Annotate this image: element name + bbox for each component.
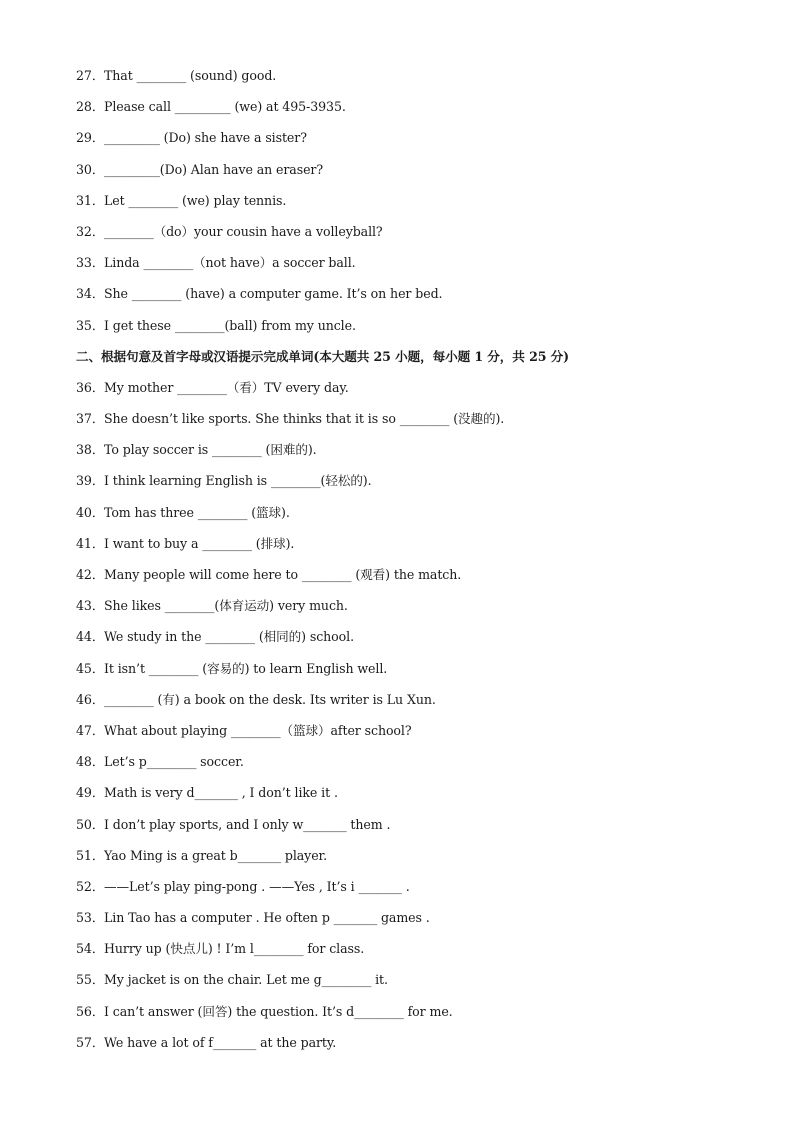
question-number: 53． [76, 910, 105, 926]
question-item [76, 721, 756, 752]
question-text: I can’t answer (回答) the question. It’s d________ for me. [104, 1003, 453, 1019]
question-text: ________（do）your cousin have a volleyball? [104, 223, 383, 239]
question-item [76, 378, 756, 409]
question-item [76, 815, 756, 846]
question-number: 30． [76, 161, 105, 177]
question-number: 29． [76, 130, 105, 146]
question-text: It isn’t ________ (容易的) to learn English well. [104, 660, 388, 676]
question-number: 37． [76, 411, 105, 427]
question-item [76, 752, 756, 783]
question-number: 55． [76, 972, 105, 988]
question-number: 39． [76, 473, 105, 489]
question-number: 40． [76, 504, 105, 520]
question-item [76, 1033, 756, 1064]
question-item [76, 690, 756, 721]
question-number: 44． [76, 629, 105, 645]
question-item [76, 253, 756, 284]
question-text: I get these ________(ball) from my uncle. [104, 317, 356, 333]
worksheet [76, 66, 756, 1064]
question-item [76, 128, 756, 159]
question-text: Tom has three ________ (篮球). [104, 504, 290, 520]
question-number: 41． [76, 535, 105, 551]
question-item [76, 846, 756, 877]
question-text: She likes ________(体育运动) very much. [104, 598, 348, 614]
question-text: We have a lot of f_______ at the party. [104, 1034, 337, 1050]
question-text: My jacket is on the chair. Let me g________ it. [104, 972, 388, 988]
question-text: Linda ________（not have）a soccer ball. [104, 255, 356, 271]
question-text: I don’t play sports, and I only w_______ them . [104, 816, 391, 832]
question-item [76, 284, 756, 315]
question-item [76, 503, 756, 534]
question-item [76, 191, 756, 222]
question-text: That ________ (sound) good. [104, 68, 277, 83]
question-number: 47． [76, 722, 105, 738]
question-text: She doesn’t like sports. She thinks that it is so ________ (没趣的). [104, 411, 505, 427]
question-text: Let ________ (we) play tennis. [104, 192, 287, 208]
question-item [76, 97, 756, 128]
question-text: To play soccer is ________ (困难的). [104, 442, 317, 458]
question-text: What about playing ________（篮球）after school? [104, 722, 412, 738]
question-item [76, 160, 756, 191]
question-number: 32． [76, 223, 105, 239]
question-number: 27． [76, 68, 105, 83]
question-text: ——Let’s play ping-pong . ——Yes , It’s i _______ . [104, 878, 410, 894]
question-text: Yao Ming is a great b_______ player. [104, 847, 327, 863]
question-text: Math is very d_______ , I don’t like it . [104, 785, 338, 801]
question-text: I think learning English is ________(轻松的). [104, 473, 372, 489]
question-number: 45． [76, 660, 105, 676]
question-number: 46． [76, 691, 105, 707]
question-number: 28． [76, 99, 105, 115]
question-text: We study in the ________ (相同的) school. [104, 629, 354, 645]
question-text: Please call _________ (we) at 495-3935. [104, 99, 346, 115]
question-number: 36． [76, 379, 105, 395]
question-item [76, 222, 756, 253]
question-text: Let’s p________ soccer. [104, 754, 244, 770]
question-number: 43． [76, 598, 105, 614]
question-number: 57． [76, 1034, 105, 1050]
question-item [76, 627, 756, 658]
question-text: ________ (有) a book on the desk. Its writer is Lu Xun. [104, 691, 436, 707]
question-item [76, 596, 756, 627]
question-number: 34． [76, 286, 105, 302]
question-item [76, 471, 756, 502]
question-text: _________(Do) Alan have an eraser? [104, 161, 324, 177]
question-number: 31． [76, 192, 105, 208]
question-item [76, 939, 756, 970]
question-number: 33． [76, 255, 105, 271]
question-item [76, 66, 756, 97]
section-heading [76, 347, 756, 378]
question-item [76, 970, 756, 1001]
question-text: Lin Tao has a computer . He often p _______ games . [104, 910, 430, 926]
question-item [76, 908, 756, 939]
question-item [76, 534, 756, 565]
question-number: 49． [76, 785, 105, 801]
question-item [76, 877, 756, 908]
question-item [76, 1002, 756, 1033]
question-item [76, 783, 756, 814]
question-number: 54． [76, 941, 105, 957]
question-number: 48． [76, 754, 105, 770]
question-number: 50． [76, 816, 105, 832]
question-item [76, 659, 756, 690]
question-text: I want to buy a ________ (排球). [104, 535, 295, 551]
question-text: _________ (Do) she have a sister? [104, 130, 307, 146]
question-text: Hurry up (快点儿) ! I’m l________ for class. [104, 941, 365, 957]
question-number: 52． [76, 878, 105, 894]
question-item [76, 565, 756, 596]
question-item [76, 440, 756, 471]
question-number: 56． [76, 1003, 105, 1019]
question-item [76, 316, 756, 347]
question-text: My mother ________（看）TV every day. [104, 379, 349, 395]
question-text: She ________ (have) a computer game. It’s on her bed. [104, 286, 443, 302]
question-number: 42． [76, 567, 105, 582]
question-text: Many people will come here to ________ (观看) the match. [104, 567, 462, 582]
section-heading-text: 二、根据句意及首字母或汉语提示完成单词(本大题共 25 小题，每小题 1 分，共 25 分) [76, 348, 570, 364]
question-number: 35． [76, 317, 105, 333]
question-item [76, 409, 756, 440]
question-number: 38． [76, 442, 105, 458]
question-number: 51． [76, 847, 105, 863]
